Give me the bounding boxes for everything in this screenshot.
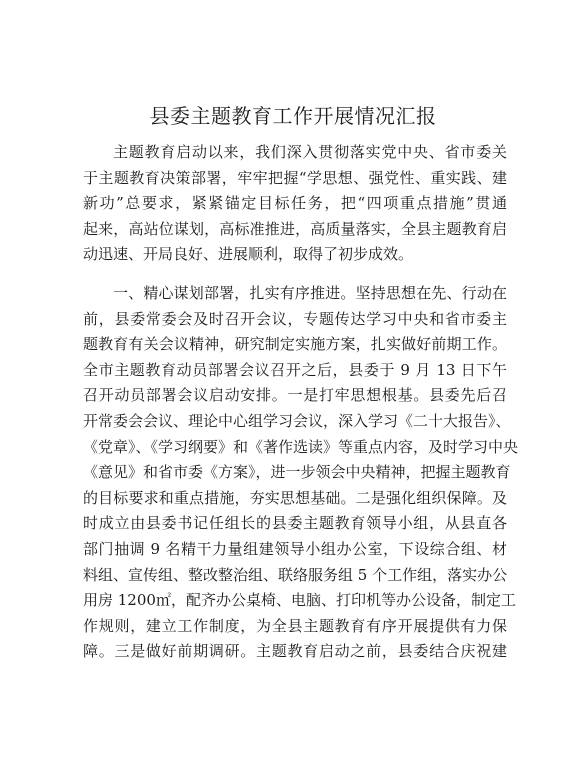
- text-line: 用房 1200㎡，配齐办公桌椅、电脑、打印机等办公设备，制定工: [83, 591, 516, 610]
- paragraph-intro: [83, 140, 507, 268]
- text-line: 于主题教育决策部署，牢牢把握“学思想、强党性、重实践、建: [83, 168, 507, 187]
- text-line: 《意见》和省市委《方案》，进一步领会中央精神，把握主题教育: [83, 463, 511, 482]
- text-line: 部门抽调 9 名精干力量组建领导小组办公室，下设综合组、材: [83, 539, 507, 558]
- text-line: 题教育有关会议精神，研究制定实施方案，扎实做好前期工作。: [83, 335, 507, 354]
- text-line: 障。三是做好前期调研。主题教育启动之前，县委结合庆祝建: [83, 642, 507, 661]
- text-line: 新功”总要求，紧紧锚定目标任务，把“四项重点措施”贯通: [83, 194, 507, 213]
- document-body: [83, 140, 519, 665]
- text-line: 一、精心谋划部署，扎实有序推进。坚持思想在先、行动在: [113, 283, 507, 302]
- paragraph-section-one: [83, 281, 519, 665]
- text-line: 前，县委常委会及时召开会议，专题传达学习中央和省市委主: [83, 309, 507, 328]
- text-line: 全市主题教育动员部署会议召开之后，县委于 9 月 13 日下午: [83, 360, 507, 379]
- text-line: 动迅速、开局良好、进展顺利，取得了初步成效。: [83, 245, 414, 264]
- text-line: 时成立由县委书记任组长的县委主题教育领导小组，从县直各: [83, 514, 507, 533]
- text-line: 主题教育启动以来，我们深入贯彻落实党中央、省市委关: [113, 143, 507, 161]
- text-line: 料组、宣传组、整改整治组、联络服务组 5 个工作组，落实办公: [83, 565, 508, 584]
- text-line: 召开动员部署会议启动安排。一是打牢思想根基。县委先后召: [83, 386, 507, 405]
- text-line: 开常委会会议、理论中心组学习会议，深入学习《二十大报告》、: [83, 411, 511, 430]
- document-title: 县委主题教育工作开展情况汇报: [149, 104, 437, 128]
- text-line: 起来，高站位谋划，高标准推进，高质量落实，全县主题教育启: [83, 219, 507, 238]
- text-line: 的目标要求和重点措施，夯实思想基础。二是强化组织保障。及: [83, 488, 507, 507]
- text-line: 作规则，建立工作制度，为全县主题教育有序开展提供有力保: [83, 616, 507, 635]
- text-line: 《党章》、《学习纲要》和《著作选读》等重点内容，及时学习中央: [83, 437, 519, 456]
